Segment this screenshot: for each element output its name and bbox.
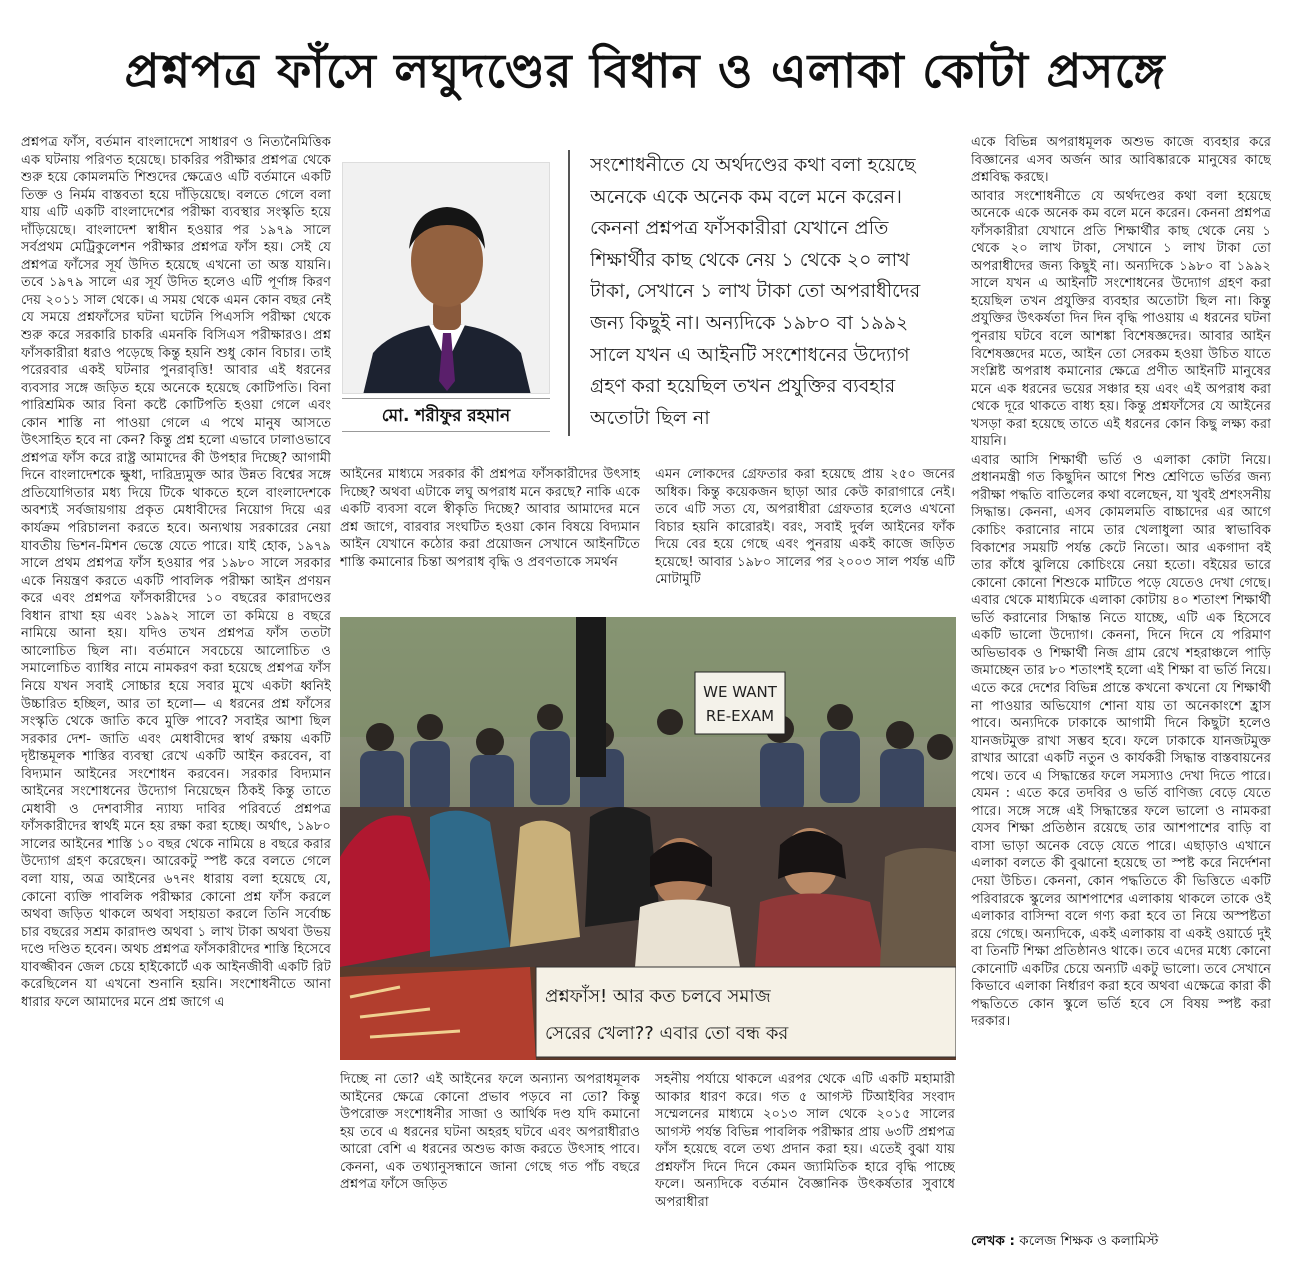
headline: প্রশ্নপত্র ফাঁসে লঘুদণ্ডের বিধান ও এলাকা কোটা প্রসঙ্গে [124,44,1166,99]
banner-line-2: সেরের খেলা?? এবার তো বন্ধ কর [545,1023,789,1044]
paragraph: প্রশ্নপত্র ফাঁস, বর্তমান বাংলাদেশে সাধারণ ও নিত্যনৈমিত্তিক এক ঘটনায় পরিণত হয়েছে। চাকরির পরীক্ষার প্রশ্নপত্র থেকে শুরু হয়ে কোমলমতি শিশুদের ক্ষেত্রেও এটি বর্তমানে একটি তিক্ত ও নির্মম বাস্তবতা হয়ে দাঁড়িয়েছে। বলতে গেলে বলা যায় এটি একটি বাংলাদেশের পরীক্ষা ব্যবস্থার সংস্কৃতি হয়ে দাঁড়িয়েছে। বাংলাদেশ স্বাধীন হওয়ার পর ১৯৭৯ সালে সর্বপ্রথম মেট্রিকুলেশন পরীক্ষার প্রশ্নপত্র ফাঁস হয়। সেই যে প্রশ্নপত্র ফাঁসের সূর্য উদিত হয়েছে এখনো তা অস্ত যায়নি। তবে ১৯৭৯ সালে এর সূর্য উদিত হলেও এটি পূর্ণাঙ্গ কিরণ দেয় ২০১১ সাল থেকে। এ সময় থেকে এমন কোন বছর নেই যে সময়ে প্রশ্নফাঁসের ঘটনা ঘটেনি পিএসসি পরীক্ষা থেকে শুরু করে সরকারি চাকরি এমনকি বিসিএস পরীক্ষারও। প্রশ্ন ফাঁসকারীরা ধরাও পড়েছে কিন্তু হয়নি শুধু কোন বিচার। তাই পরেরবার একই ঘটনার পুনরাবৃত্তি! আবার এই ধরনের ব্যবসার সঙ্গে জড়িত হয়ে অনেকে হয়েছে কোটিপতি। বিনা পারিশ্রমিক আর বিনা কষ্টে কোটিপতি হওয়া গেলে এবং কোন শাস্তি না পাওয়া গেলে এ পথে মানুষ আসতে উৎসাহিত হবে না কেন? কিন্তু প্রশ্ন হলো এভাবে ঢালাওভাবে প্রশ্নপত্র ফাঁস করে রাষ্ট্র আমাদের কী উপহার দিচ্ছে? আগামী দিনে বাংলাদেশকে ক্ষুধা, দারিদ্র্যমুক্ত আর উন্নত বিশ্বের সঙ্গে প্রতিযোগিতার মধ্য দিয়ে টিকে থাকতে হলে বাংলাদেশকে অবশ্যই সর্বজায়গায় প্রকৃত মেধাবীদের নিয়োগ দিয়ে এর কার্যক্রম পরিচালনা করতে হবে। অন্যথায় সরকারের নেয়া যাবতীয় ভিশন-মিশন ভেস্তে যেতে পারে। যাই হোক, ১৯৭৯ সালে প্রথম প্রশ্নপত্র ফাঁস হওয়ার পর ১৯৮০ সালে সরকার একে নিয়ন্ত্রণ করতে একটি পাবলিক পরীক্ষা আইন প্রণয়ন করে এবং প্রশ্নপত্র ফাঁসকারীদের ১০ বছরের কারাদণ্ডের বিধান রাখা হয় এবং ১৯৯২ সালে তা কমিয়ে ৪ বছরে নামিয়ে আনা হয়। যদিও তখন প্রশ্নপত্র ফাঁস ততটা আলোচিত ছিল না। বর্তমানে সবচেয়ে আলোচিত ও সমালোচিত ব্যাধির নামে নামকরণ করা হয়েছে প্রশ্নপত্র ফাঁস নিয়ে যখন সবাই সোচ্চার হয়ে সবার মুখে একটা ধ্বনিই উচ্চারিত হচ্ছিল, আর তা হলো— এ ধরনের প্রশ্ন ফাঁসের সংস্কৃতি থেকে জাতি কবে মুক্তি পাবে? সবাইর আশা ছিল সরকার দেশ- জাতি এবং মেধাবীদের স্বার্থ রক্ষায় একটি দৃষ্টান্তমূলক শাস্তির ব্যবস্থা রেখে একটি আইন করবেন, বা বিদ্যমান আইনের সংশোধন করবেন। সরকার বিদ্যমান আইনের সংশোধনের উদ্যোগ নিয়েছেন ঠিকই কিন্তু তাতে মেধাবী ও দেশবাসীর ন্যায্য দাবির পরিবর্তে প্রশ্নপত্র ফাঁসকারীদের স্বার্থই মনে হয় রক্ষা করা হচ্ছে। অর্থাৎ, ১৯৮০ সালের আইনের শাস্তি ১০ বছর থেকে নামিয়ে ৪ বছরে করার উদ্যোগ গ্রহণ করেছেন। আরেকটু স্পষ্ট করে বলতে গেলে বলা যায়, অত্র আইনের ৬৭নং ধারায় বলা হয়েছে যে, কোনো ব্যক্তি পাবলিক পরীক্ষার কোনো প্রশ্ন ফাঁস করলে অথবা জড়িত থাকলে অথবা সহায়তা করলে তিনি সর্বোচ্চ চার বছরের সশ্রম কারাদণ্ড অথবা ১ লাখ টাকা অথবা উভয় দণ্ডে দণ্ডিত হবেন। অথচ প্রশ্নপত্র ফাঁসকারীদের শাস্তি হিসেবে যাবজ্জীবন জেল চেয়ে হাইকোর্টে এক আইনজীবী একটি রিট করেছিলেন যা এখনো শুনানি হয়নি। সংশোধনীতে আনা ধারার ফলে আমাদের মনে প্রশ্ন জাগে এ [21,135,331,1010]
byline-text: কলেজ শিক্ষক ও কলামিস্ট [1019,1233,1159,1249]
article-column-1 [21,134,331,1252]
byline-label: লেখক : [971,1233,1015,1249]
article-column-2-top [340,466,640,606]
paragraph: এমন লোকদের গ্রেফতার করা হয়েছে প্রায় ২৫০ জনের অধিক। কিন্তু কয়েকজন ছাড়া আর কেউ কারাগারে নেই। তবে এটি সত্য যে, অপরাধীরা গ্রেফতার হলেও এখনো বিচার হয়নি কারোরই। বরং, সবাই দুর্বল আইনের ফাঁক দিয়ে বের হয়ে গেছে এবং পুনরায় একই কাজে জড়িত হয়েছে! আবার ১৯৮০ সালের পর ২০০৩ সাল পর্যন্ত এটি মোটামুটি [655,467,955,588]
banner-line-1: প্রশ্নফাঁস! আর কত চলবে সমাজ [545,986,771,1007]
protest-photo [340,617,956,1060]
article-column-2-bottom [340,1071,640,1251]
paragraph: আইনের মাধ্যমে সরকার কী প্রশ্নপত্র ফাঁসকারীদের উৎসাহ দিচ্ছে? অথবা এটাকে লঘু অপরাধ মনে করছে? নাকি একে একটি ব্যবসা বলে স্বীকৃতি দিচ্ছে? আবার আমাদের মনে প্রশ্ন জাগে, বারবার সংঘটিত হওয়া কোন বিষয়ে বিদ্যমান আইন যেখানে কঠোর করা প্রয়োজন সেখানে আইনটিতে শাস্তি কমানোর চিন্তা অপরাধ বৃদ্ধি ও প্রবণতাকে সমর্থন [340,467,640,570]
article-column-4 [971,134,1271,1226]
author-photo [342,162,550,394]
protest-scene-image [340,617,956,1060]
paragraph: দিচ্ছে না তো? এই আইনের ফলে অন্যান্য অপরাধমূলক আইনের ক্ষেত্রে কোনো প্রভাব পড়বে না তো? কিন্তু উপরোক্ত সংশোধনীর সাজা ও আর্থিক দণ্ড যদি কমানো হয় তবে এ ধরনের ঘটনা অহরহ ঘটবে এবং অপরাধীরাও আরো বেশি এ ধরনের অশুভ কাজ করতে উৎসাহ পাবে। কেননা, এক তথ্যানুসন্ধানে জানা গেছে গত পাঁচ বছরে প্রশ্নপত্র ফাঁসে জড়িত [340,1072,640,1193]
byline [971,1230,1271,1252]
quote-divider [568,150,570,436]
paragraph: এবার আসি শিক্ষার্থী ভর্তি ও এলাকা কোটা নিয়ে। প্রধানমন্ত্রী গত কিছুদিন আগে শিশু শ্রেণিতে ভর্তির জন্য পরীক্ষা পদ্ধতি বাতিলের কথা বলেছেন, যা খুবই প্রশংসনীয় সিদ্ধান্ত। কেননা, এসব কোমলমতি বাচ্চাদের এর আগে কোচিং করানোর নামে তার খেলাধুলা আর স্বাভাবিক বিকাশের সময়টি পর্যন্ত কেটে নিতো। আর একগাদা বই তার কাঁধে ঝুলিয়ে কোচিংয়ে নেয়া হতো। বইয়ের ভারে কোনো কোনো শিশুকে মাটিতে পড়ে যেতেও দেখা গেছে। এবার থেকে মাধ্যমিকে এলাকা কোটায় ৪০ শতাংশ শিক্ষার্থী ভর্তি করানোর সিদ্ধান্ত নিতে যাচ্ছে, এটি এক হিসেবে একটি ভালো উদ্যোগ। কেননা, দিনে দিনে যে পরিমাণ অভিভাবক ও শিক্ষার্থী নিজ গ্রাম রেখে শহরাঞ্চলে পাড়ি জমাচ্ছেন তার ৮০ শতাংশই হলো এই শিক্ষা বা ভর্তি নিয়ে। এতে করে দেশের বিভিন্ন প্রান্তে কখনো কখনো যে শিক্ষার্থী না পাওয়ার অভিযোগ শোনা যায় তা অনেকাংশে হ্রাস পাবে। অন্যদিকে ঢাকাকে আগামী দিনে কিছুটা হলেও যানজটমুক্ত রাখা সম্ভব হবে। ফলে ঢাকাকে যানজটমুক্ত রাখার আরো একটি নতুন ও কার্যকরী সিদ্ধান্ত বাস্তবায়নের পথে। তবে এ সিদ্ধান্তের ফলে সমস্যাও দেখা দিতে পারে। যেমন : এতে করে তদবির ও ভর্তি বাণিজ্য বেড়ে যেতে পারে। সঙ্গে সঙ্গে এই সিদ্ধান্তের ফলে ভালো ও নামকরা যেসব শিক্ষা প্রতিষ্ঠান রয়েছে তার আশপাশের বাড়ি বা বাসা ভাড়া অনেক বেড়ে যেতে পারে। এছাড়াও এখানে এলাকা বলতে কী বুঝানো হয়েছে তা স্পষ্ট করে নির্দেশনা দেয়া উচিত। কেননা, কোন পদ্ধতিতে কী ভিত্তিতে একটি পরিবারকে স্কুলের আশপাশের এলাকায় থাকলে তাকে ওই এলাকার বাসিন্দা বলে গণ্য করা হবে তা নিয়ে অস্পষ্টতা রয়ে গেছে। অন্যদিকে, একই এলাকায় বা একই ওয়ার্ডে দুই বা তিনটি শিক্ষা প্রতিষ্ঠানও থাকে। তবে এদের মধ্যে কোনো কোনোটি একটির চেয়ে অন্যটি একটু ভালো। তবে সেখানে কিভাবে এলাকা নির্ধারণ করা হবে অথবা এক্ষেত্রে কারা কী পদ্ধতিতে কোন স্কুলে ভর্তি হবে সে বিষয় স্পষ্ট করা দরকার। [971,452,1271,1030]
placard-bottom-text: RE-EXAM [705,707,775,725]
placard-top-text: WE WANT [703,683,777,701]
person-silhouette-icon [343,163,550,394]
article-column-3-bottom [655,1071,955,1251]
author-name: মো. শরীফুর রহমান [342,398,550,432]
paragraph: আবার সংশোধনীতে যে অর্থদণ্ডের কথা বলা হয়েছে অনেকে একে অনেক কম বলে মনে করেন। কেননা প্রশ্নপত্র ফাঁসকারীরা যেখানে প্রতি শিক্ষার্থীর কাছ থেকে নেয় ১ থেকে ২০ লাখ টাকা, সেখানে ১ লাখ টাকা তো অপরাধীদের জন্য কিছুই না। অন্যদিকে ১৯৮০ বা ১৯৯২ সালে যখন এ আইনটি সংশোধনের উদ্যোগ গ্রহণ করা হয়েছিল তখন প্রযুক্তির ব্যবহার অতোটা ছিল না। কিন্তু প্রযুক্তির উৎকর্ষতা দিন দিন বৃদ্ধি পাওয়ায় এ ধরনের ঘটনা পুনরায় ঘটবে বলে আশঙ্কা বিশেষজ্ঞদের। আবার আইন বিশেষজ্ঞদের মতে, আইন তো সেরকম হওয়া উচিত যাতে সংশ্লিষ্ট অপরাধ কমানোর ক্ষেত্রে প্রণীত আইনটি মানুষের মনে এক ধরনের ভয়ের সঞ্চার হয় এবং এই অপরাধ করা থেকে দূরে থাকতে বাধ্য হয়। কিন্তু প্রশ্নফাঁসের যে আইনের খসড়া করা হয়েছে তাতে এই ধরনের কোন কিছু লক্ষ্য করা যায়নি। [971,188,1271,450]
article-column-3-top [655,466,955,606]
paragraph: একে বিভিন্ন অপরাধমূলক অশুভ কাজে ব্যবহার করে বিজ্ঞানের এসব অর্জন আর আবিষ্কারকে মানুষের কাছে প্রশ্নবিদ্ধ করছে। [971,135,1271,186]
paragraph: সহনীয় পর্যায়ে থাকলে এরপর থেকে এটি একটি মহামারী আকার ধারণ করে। গত ৫ আগস্ট টিআইবির সংবাদ সম্মেলনের মাধ্যমে ২০১৩ সাল থেকে ২০১৫ সালের আগস্ট পর্যন্ত বিভিন্ন পাবলিক পরীক্ষার প্রায় ৬৩টি প্রশ্নপত্র ফাঁস হয়েছে বলে তথ্য প্রদান করা হয়। এতেই বুঝা যায় প্রশ্নফাঁস দিনে দিনে কেমন জ্যামিতিক হারে বৃদ্ধি পাচ্ছে ফলে। অন্যদিকে বর্তমান বৈজ্ঞানিক উৎকর্ষতার সুবাধে অপরাধীরা [655,1072,955,1210]
pull-quote: সংশোধনীতে যে অর্থদণ্ডের কথা বলা হয়েছে অনেকে একে অনেক কম বলে মনে করেন। কেননা প্রশ্নপত্র ফাঁসকারীরা যেখানে প্রতি শিক্ষার্থীর কাছ থেকে নেয় ১ থেকে ২০ লাখ টাকা, সেখানে ১ লাখ টাকা তো অপরাধীদের জন্য কিছুই না। অন্যদিকে ১৯৮০ বা ১৯৯২ সালে যখন এ আইনটি সংশোধনের উদ্যোগ গ্রহণ করা হয়েছিল তখন প্রযুক্তির ব্যবহার অতোটা ছিল না [590,154,921,429]
